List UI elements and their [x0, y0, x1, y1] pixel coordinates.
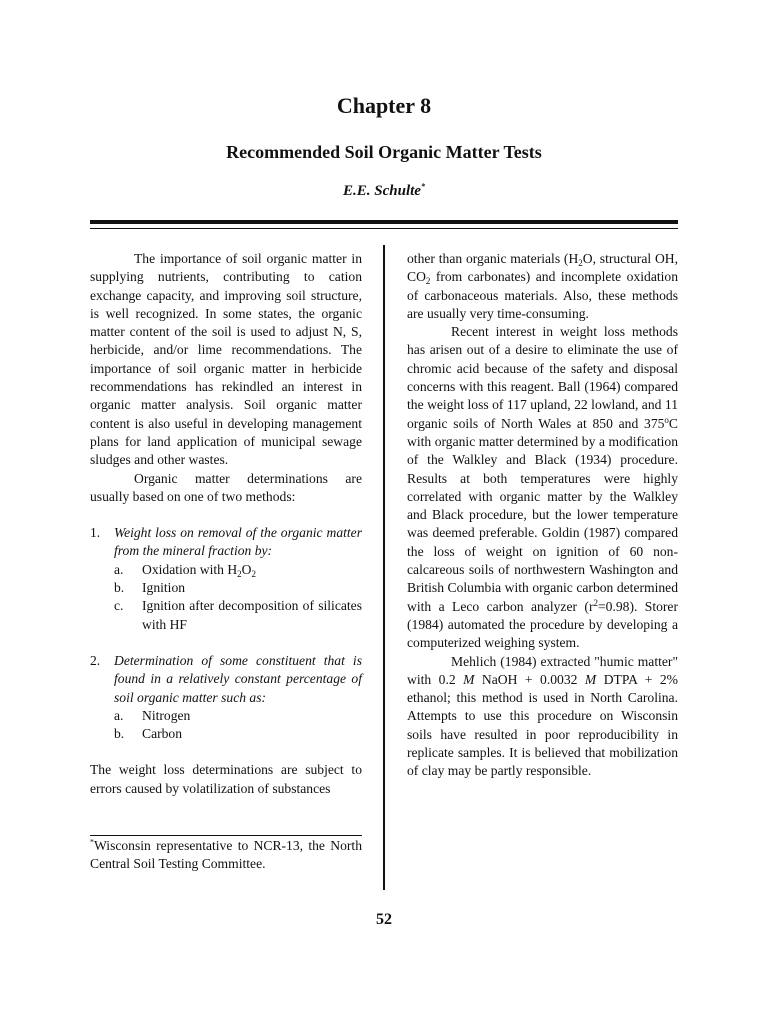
sub-item-text [142, 562, 256, 577]
sub-item-c [90, 597, 362, 634]
text-run: other than organic materials (H [407, 251, 579, 266]
degree-mark: o [664, 414, 669, 425]
formula-subscript: 2 [237, 568, 242, 579]
spacer [90, 634, 362, 652]
footnote-rule [90, 835, 362, 836]
text-run: NaOH + 0.0032 [474, 671, 585, 687]
sub-item-text: Ignition [142, 580, 186, 596]
molar-unit: M [584, 671, 597, 687]
text-run: DTPA + 2% ethanol; this method is used in North Carolina. Attempts to use this procedure on Wisconsin soils have resulted in poor reproducibility in replicate samples. It is believed that mobilization of clay may be partly responsible. [407, 671, 678, 779]
sub-item-letter: b. [114, 580, 125, 596]
header-rule-thick [90, 220, 678, 224]
formula-subscript: 2 [425, 276, 431, 287]
formula-subscript: 2 [251, 568, 256, 579]
sub-item-b [90, 725, 362, 743]
author-name: E.E. Schulte [343, 183, 421, 199]
chapter-title: Recommended Soil Organic Matter Tests [226, 142, 542, 162]
sub-item-b [90, 579, 362, 597]
formula-part: Oxidation with H [142, 561, 238, 577]
sub-item-letter: c. [114, 598, 124, 614]
left-paragraph-1: The importance of soil organic matter in supplying nutrients, contributing to cation exchange capacity, and improving soil structure, is well recognized. In some states, the organic matter content of the soil is used to adjust N, S, herbicide, and/or lime recommendations. The importance of soil organic matter in herbicide recommendations has rekindled an interest in organic matter analysis. Soil organic matter content is also useful in developing management plans for land application of municipal sewage sludges and other wastes. [90, 251, 362, 468]
formula-part: O [241, 561, 252, 577]
list-number: 1. [90, 525, 101, 541]
spacer [90, 743, 362, 761]
sub-item-text: Nitrogen [142, 707, 191, 723]
spacer [90, 506, 362, 524]
left-paragraph-2: Organic matter determinations are usually based on one of two methods: [90, 470, 362, 504]
chapter-heading: Chapter 8 [336, 93, 432, 118]
text-run: C with organic matter determined by a modification of the Walkley and Black (1934) procedure. Results at both temperatures were highly correlated with organic matter by the Walkley and Black procedure, but the lower temperature was deemed preferable. Goldin (1987) compared the loss of weight on ignition of 60 non-calcareous soils of northwestern Washington and British Columbia with organic carbon determined with a Leco carbon analyzer (r [407, 415, 678, 614]
footnote-mark: * [90, 837, 94, 847]
page-number: 52 [376, 911, 392, 928]
list-item-text: Weight loss on removal of the organic matter from the mineral fraction by: [114, 525, 362, 559]
header-rule-thin [90, 228, 678, 229]
text-run: Mehlich (1984) extracted "humic matter" with 0.2 [407, 653, 678, 687]
footnote-text: Wisconsin representative to NCR-13, the North Central Soil Testing Committee. [90, 838, 362, 872]
sub-item-a [90, 707, 362, 725]
formula-subscript: 2 [578, 258, 583, 268]
column-divider [383, 245, 385, 890]
text-run: Recent interest in weight loss methods has arisen out of a desire to eliminate the use of chromic acid because of the safety and disposal concerns with this reagent. Ball (1964) compared the weight loss of 117 upland, 22 lowland, and 11 organic soils of North Wales at 850 and 375 [407, 324, 678, 431]
text-run: O, structural OH, CO [407, 251, 678, 285]
author-line [0, 183, 768, 200]
right-column [407, 250, 678, 781]
sub-item-text: Ignition after decomposition of silicates with HF [142, 598, 362, 632]
sub-item-letter: b. [114, 726, 125, 742]
right-paragraph-2 [407, 323, 678, 652]
right-paragraph-1 [407, 250, 678, 323]
sub-item-a [90, 561, 362, 579]
sub-item-text: Carbon [142, 726, 183, 742]
author-footnote-mark: * [420, 182, 425, 191]
left-paragraph-3: The weight loss determinations are subject to errors caused by volatilization of substances [90, 762, 362, 796]
list-item-text: Determination of some constituent that is found in a relatively constant percentage of soil organic matter such as: [114, 652, 362, 705]
molar-unit: M [463, 671, 475, 687]
right-paragraph-3 [407, 653, 678, 781]
text-run: from carbonates) and incomplete oxidation of carbonaceous materials. Also, these methods are usually very time-consuming. [407, 269, 678, 321]
left-column [90, 250, 362, 798]
method-list-item-1 [90, 524, 362, 561]
method-list-item-2 [90, 652, 362, 707]
sub-item-letter: a. [114, 707, 124, 723]
text-run: =0.98). Storer (1984) automated the procedure by developing a computerized weighing system. [407, 598, 678, 651]
sub-item-letter: a. [114, 561, 124, 577]
footnote [90, 837, 362, 874]
superscript: 2 [593, 597, 598, 608]
list-number: 2. [90, 652, 101, 668]
